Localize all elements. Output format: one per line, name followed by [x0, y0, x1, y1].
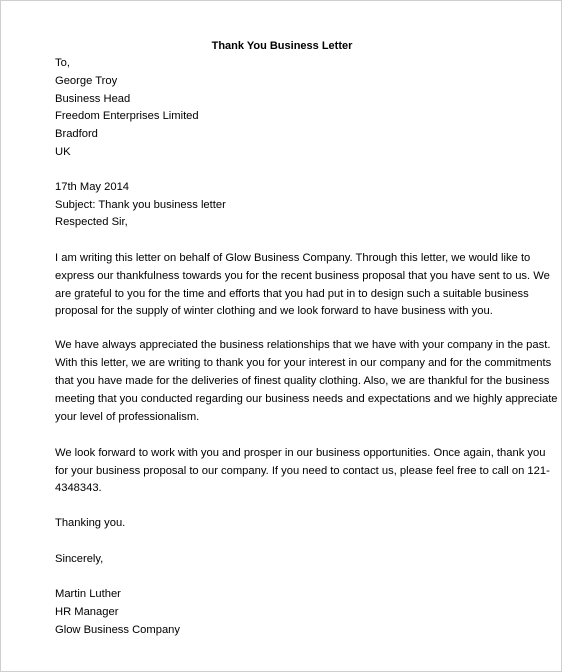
recipient-country: UK: [55, 146, 71, 158]
letter-closing: Sincerely,: [55, 553, 104, 565]
recipient-company: Freedom Enterprises Limited: [55, 110, 199, 122]
recipient-title: Business Head: [55, 93, 131, 105]
paragraph-1-line-4: proposal for the supply of winter clothing and we look forward to have business with you.: [55, 305, 493, 317]
paragraph-1-line-2: express our thankfulness towards you for the recent business proposal that you have sent to us. We: [55, 270, 550, 282]
letter-title: Thank You Business Letter: [211, 40, 353, 52]
recipient-city: Bradford: [55, 128, 98, 140]
letter-date: 17th May 2014: [55, 181, 130, 193]
letter-greeting: Respected Sir,: [55, 216, 128, 228]
paragraph-1-line-3: are grateful to you for the time and efforts that you had put in to design such a suitable business: [55, 288, 529, 300]
paragraph-1-line-1: I am writing this letter on behalf of Glow Business Company. Through this letter, we would like to: [55, 252, 531, 264]
paragraph-3-line-1: We look forward to work with you and prosper in our business opportunities. Once again, thank you: [55, 447, 546, 459]
sender-name: Martin Luther: [55, 588, 121, 600]
recipient-name: George Troy: [55, 75, 118, 87]
letter-thanks: Thanking you.: [55, 517, 126, 529]
paragraph-2-line-5: your level of professionalism.: [55, 411, 200, 423]
paragraph-3-line-3: 4348343.: [55, 482, 102, 494]
paragraph-2-line-2: With this letter, we are writing to thank you for your interest in our company and for the commitments: [55, 357, 552, 369]
paragraph-3-line-2: for your business proposal to our company. If you need to contact us, please feel free to call on 121-: [55, 465, 550, 477]
paragraph-2-line-1: We have always appreciated the business relationships that we have with your company in the past.: [55, 339, 551, 351]
recipient-to-label: To,: [55, 57, 70, 69]
sender-company: Glow Business Company: [55, 624, 180, 636]
letter-subject: Subject: Thank you business letter: [55, 199, 226, 211]
sender-title: HR Manager: [55, 606, 119, 618]
paragraph-2-line-4: meeting that you conducted regarding our business needs and expectations and we highly appreciate: [55, 393, 558, 405]
paragraph-2-line-3: that you have made for the deliveries of finest quality clothing. Also, we are thankful for the business: [55, 375, 550, 387]
